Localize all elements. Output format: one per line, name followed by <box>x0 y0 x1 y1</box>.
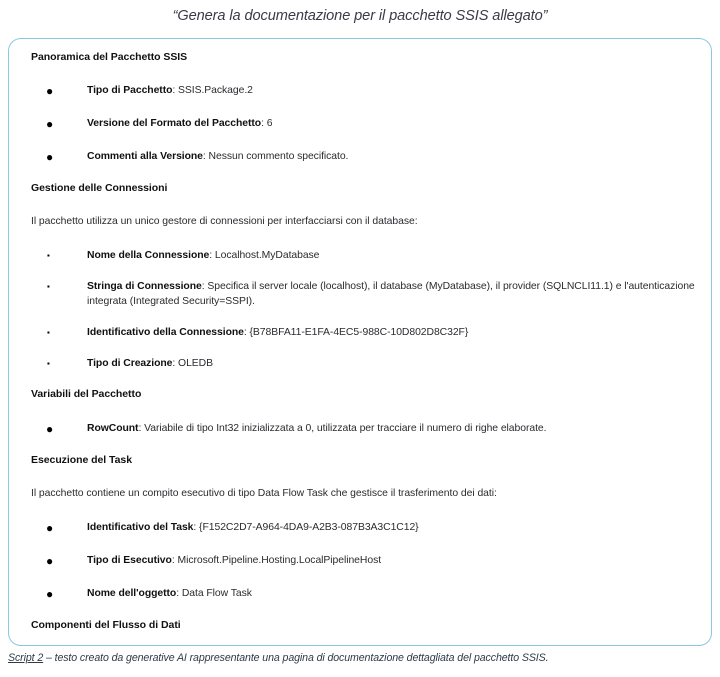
list-item <box>25 326 695 341</box>
list-item <box>25 554 695 569</box>
list-item-value: : Nessun commento specificato. <box>202 150 349 162</box>
figure-caption-text: – testo creato da generative AI rappresentante una pagina di documentazione dettagliata del pacchetto SSIS. <box>43 652 549 664</box>
spacer <box>25 195 695 215</box>
spacer <box>25 99 695 117</box>
spacer <box>25 467 695 487</box>
spacer <box>25 228 695 249</box>
list-item-label: Tipo di Creazione <box>87 357 173 369</box>
bullet-dot-icon: ● <box>46 554 54 569</box>
list-item <box>25 84 695 99</box>
spacer <box>25 310 695 326</box>
list-item-value: : 6 <box>261 118 273 130</box>
spacer <box>25 132 695 150</box>
section-intro-task-execution: Il pacchetto contiene un compito esecutivo di tipo Data Flow Task che gestisce il trasferimento dei dati: <box>31 487 497 499</box>
list-item-label: Nome dell'oggetto <box>87 587 177 599</box>
bullet-dot-icon: ● <box>46 84 54 99</box>
bullet-small-icon: ▪ <box>47 282 50 292</box>
section-heading-dataflow-components: Componenti del Flusso di Dati <box>31 618 181 631</box>
bullet-dot-icon: ● <box>46 586 54 601</box>
spacer <box>25 632 695 646</box>
bullet-dot-icon: ● <box>46 117 54 132</box>
list-item-label: Identificativo della Connessione <box>87 326 244 338</box>
list-item <box>25 357 695 372</box>
bullet-dot-icon: ● <box>46 149 54 164</box>
section-heading-variables: Variabili del Pacchetto <box>31 388 142 401</box>
list-item-value: : Variabile di tipo Int32 inizializzata a 0, utilizzata per tracciare il numero di righe elaborate. <box>138 422 547 434</box>
list-item-label: Nome della Connessione <box>87 250 210 262</box>
list-item-value: : Localhost.MyDatabase <box>209 250 320 262</box>
spacer <box>25 371 695 388</box>
list-item-label: Tipo di Esecutivo <box>87 555 172 567</box>
spacer <box>25 500 695 521</box>
list-item <box>25 117 695 132</box>
list-item <box>25 587 695 602</box>
list-item-value: : {B78BFA11-E1FA-4EC5-988C-10D802D8C32F} <box>243 326 469 338</box>
list-item <box>25 150 695 165</box>
list-item-label: Commenti alla Versione <box>87 150 203 162</box>
list-item-label: Identificativo del Task <box>87 522 194 534</box>
bullet-dot-icon: ● <box>46 421 54 436</box>
figure-caption <box>8 652 712 664</box>
figure-caption-label: Script 2 <box>8 652 44 664</box>
list-item-label: Tipo di Pacchetto <box>87 85 173 97</box>
bullet-small-icon: ▪ <box>47 358 50 368</box>
documentation-body <box>25 51 695 646</box>
list-item <box>25 249 695 264</box>
bullet-dot-icon: ● <box>46 521 54 536</box>
spacer <box>25 602 695 619</box>
list-item-value: : OLEDB <box>172 357 213 369</box>
list-item-label: RowCount <box>87 422 139 434</box>
spacer <box>25 437 695 454</box>
spacer <box>25 64 695 84</box>
spacer <box>25 264 695 280</box>
list-item <box>25 422 695 437</box>
spacer <box>25 402 695 422</box>
list-item <box>25 280 695 310</box>
list-item-value: : Data Flow Task <box>176 587 252 599</box>
spacer <box>25 536 695 554</box>
section-heading-task-execution: Esecuzione del Task <box>31 453 132 466</box>
spacer <box>25 341 695 357</box>
section-heading-connections: Gestione delle Connessioni <box>31 181 168 194</box>
bullet-small-icon: ▪ <box>47 251 50 261</box>
spacer <box>25 569 695 587</box>
bullet-small-icon: ▪ <box>47 327 50 337</box>
list-item-label: Versione del Formato del Pacchetto <box>87 118 262 130</box>
section-intro-connections: Il pacchetto utilizza un unico gestore di connessioni per interfacciarsi con il database: <box>31 216 418 228</box>
documentation-card <box>8 38 712 646</box>
list-item-label: Stringa di Connessione <box>87 281 202 293</box>
spacer <box>25 165 695 182</box>
list-item-value: : Microsoft.Pipeline.Hosting.LocalPipelineHost <box>171 555 382 567</box>
prompt-title: “Genera la documentazione per il pacchetto SSIS allegato” <box>172 8 548 24</box>
section-heading-overview: Panoramica del Pacchetto SSIS <box>31 51 188 63</box>
list-item <box>25 521 695 536</box>
list-item-value: : SSIS.Package.2 <box>172 85 253 97</box>
list-item-value: : {F152C2D7-A964-4DA9-A2B3-087B3A3C1C12} <box>193 522 419 534</box>
list-item-value: : Specifica il server locale (localhost), il database (MyDatabase), il provider (SQLNCLI11.1) e l'autenticazione integrata (Integrated Security=SSPI). <box>87 281 695 308</box>
